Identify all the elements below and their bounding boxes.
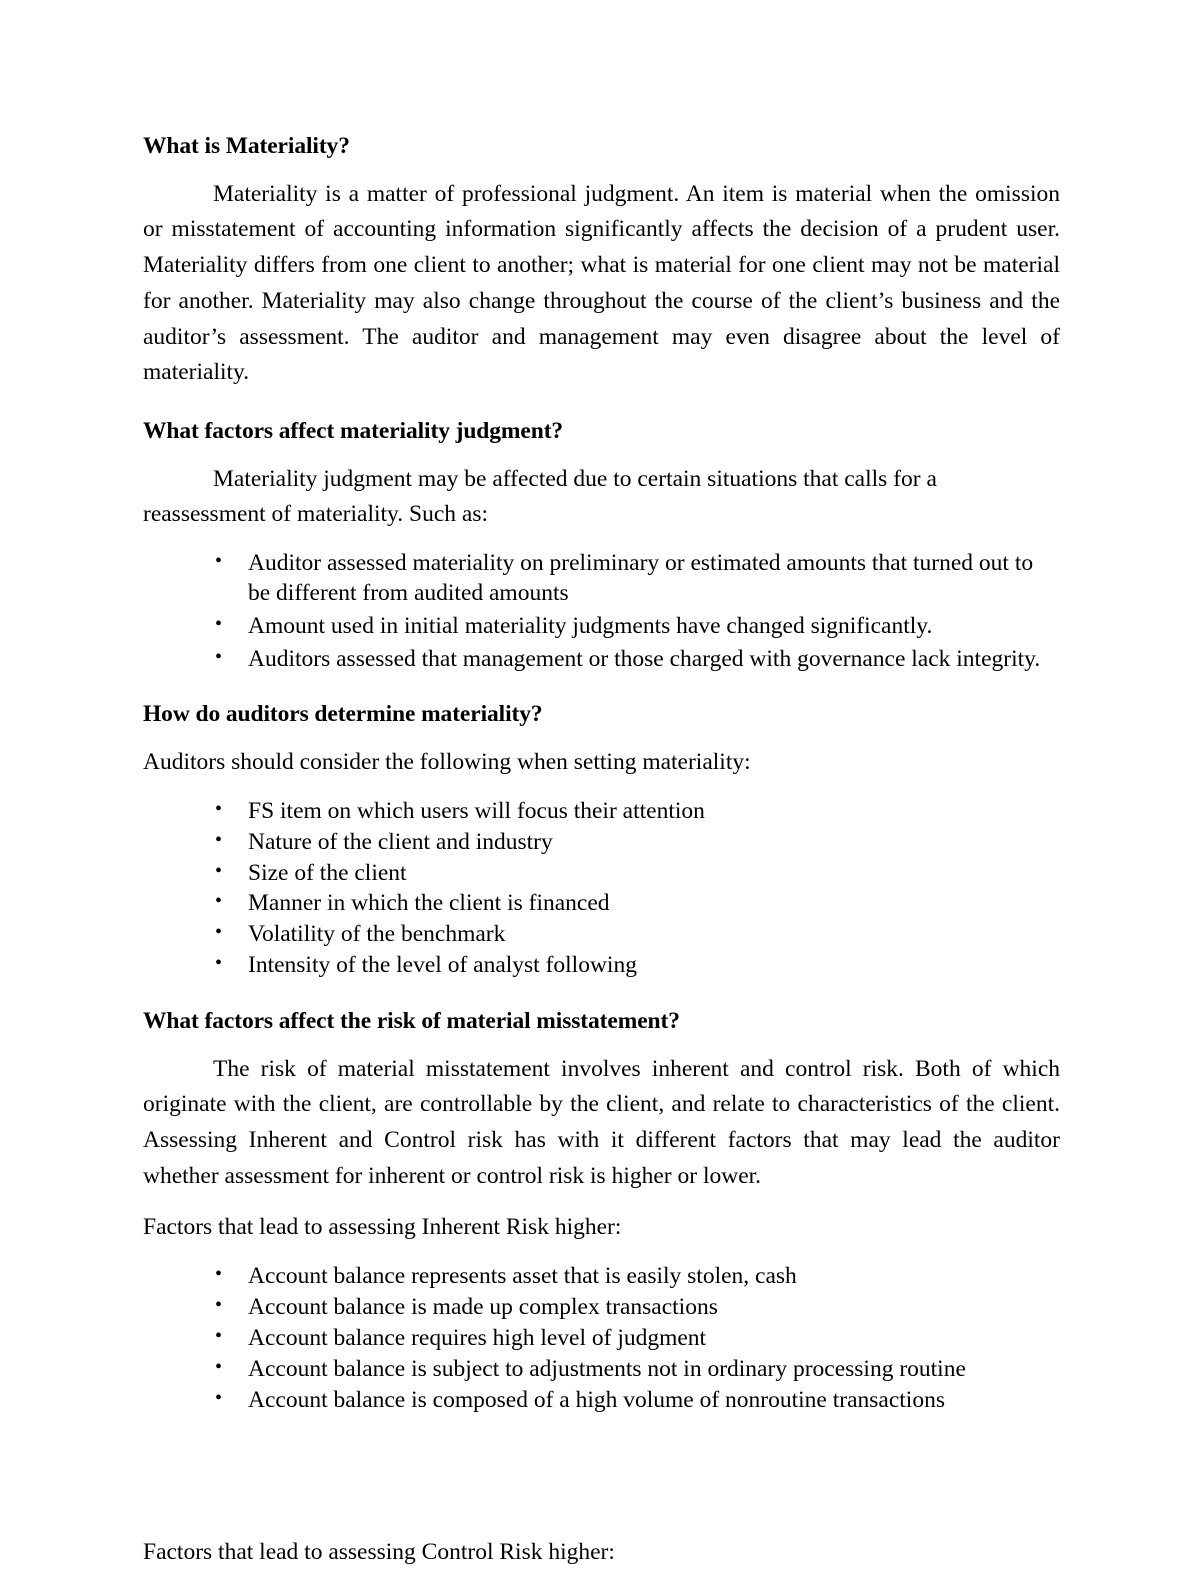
list-item-label: Auditor assessed materiality on preliminary or estimated amounts that turned out to be different from audited amounts: [248, 550, 1034, 606]
bullet-icon: •: [215, 1355, 223, 1378]
list-item-label: Intensity of the level of analyst following: [248, 952, 637, 979]
section-heading-materiality: What is Materiality?: [143, 133, 350, 159]
list-item-label: Account balance requires high level of judgment: [248, 1324, 707, 1351]
bullet-icon: •: [215, 890, 223, 913]
bullet-icon: •: [215, 921, 223, 944]
list-item: [143, 1293, 1060, 1323]
bullet-icon: •: [215, 1263, 223, 1286]
paragraph-control-risk-intro: Factors that lead to assessing Control Risk higher:: [143, 1539, 615, 1566]
list-item-label: Size of the client: [248, 859, 407, 886]
list-item-label: Account balance is made up complex transactions: [248, 1293, 718, 1320]
list-item-label: Amount used in initial materiality judgments have changed significantly.: [248, 612, 933, 639]
paragraph-materiality-definition: Materiality is a matter of professional judgment. An item is material when the omission or misstatement of accounting information significantly affects the decision of a prudent user. Materiality differs from one client to another; what is material for one client may not be material for another. Materiality may also change throughout the course of the client’s business and the auditor’s assessment. The auditor and management may even disagree about the level of materiality.: [143, 180, 1060, 386]
list-item: [143, 549, 1060, 609]
bullet-icon: •: [215, 797, 223, 820]
list-item-label: FS item on which users will focus their attention: [248, 797, 705, 824]
list-item: [143, 797, 1060, 827]
bullet-list-materiality-considerations: [143, 797, 1060, 981]
list-item-label: Manner in which the client is financed: [248, 890, 610, 917]
bullet-icon: •: [215, 1386, 223, 1409]
bullet-icon: •: [215, 859, 223, 882]
paragraph-judgment-reassessment: Materiality judgment may be affected due to certain situations that calls for a reassessment of materiality. Such as:: [143, 465, 937, 528]
bullet-icon: •: [215, 645, 223, 668]
section-spacer: [143, 407, 1060, 417]
list-item: [143, 645, 1060, 675]
list-item-label: Volatility of the benchmark: [248, 921, 506, 948]
list-item-label: Account balance is composed of a high volume of nonroutine transactions: [248, 1386, 945, 1413]
list-item: [143, 828, 1060, 858]
section-heading-factors-affect-judgment: What factors affect materiality judgment?: [143, 417, 564, 444]
list-item: [143, 859, 1060, 889]
bullet-icon: •: [215, 828, 223, 851]
paragraph-inherent-control-risk: The risk of material misstatement involves inherent and control risk. Both of which originate with the client, are controllable by the client, and relate to characteristics of the client. Assessing Inherent and Control risk has with it different factors that may lead the auditor whether assessment for inherent or control risk is higher or lower.: [143, 1055, 1060, 1189]
list-item-label: Account balance is subject to adjustments not in ordinary processing routine: [248, 1355, 966, 1382]
list-item-label: Nature of the client and industry: [248, 828, 553, 855]
list-item: [143, 889, 1060, 919]
bullet-icon: •: [215, 550, 223, 573]
section-spacer: [143, 997, 1060, 1007]
paragraph-setting-materiality-intro: Auditors should consider the following when setting materiality:: [143, 749, 751, 776]
list-item-label: Account balance represents asset that is easily stolen, cash: [248, 1263, 797, 1290]
bullet-icon: •: [215, 612, 223, 635]
bullet-icon: •: [215, 1293, 223, 1316]
bullet-list-inherent-risk-factors: [143, 1262, 1060, 1415]
list-item: [143, 1355, 1060, 1385]
document-body: [143, 132, 1060, 1571]
list-item: [143, 612, 1060, 642]
list-item: [143, 1262, 1060, 1292]
bullet-list-judgment-factors: [143, 549, 1060, 674]
bullet-icon: •: [215, 1324, 223, 1347]
list-item: [143, 1386, 1060, 1416]
section-heading-risk-material-misstatement: What factors affect the risk of material misstatement?: [143, 1007, 680, 1034]
paragraph-inherent-risk-intro: Factors that lead to assessing Inherent Risk higher:: [143, 1214, 622, 1241]
page-bottom-spacer: [143, 1431, 1060, 1535]
bullet-icon: •: [215, 952, 223, 975]
list-item: [143, 951, 1060, 981]
list-item-label: Auditors assessed that management or those charged with governance lack integrity.: [248, 645, 1041, 672]
section-spacer: [143, 690, 1060, 700]
section-heading-determine-materiality: How do auditors determine materiality?: [143, 701, 543, 728]
list-item: [143, 920, 1060, 950]
list-item: [143, 1324, 1060, 1354]
